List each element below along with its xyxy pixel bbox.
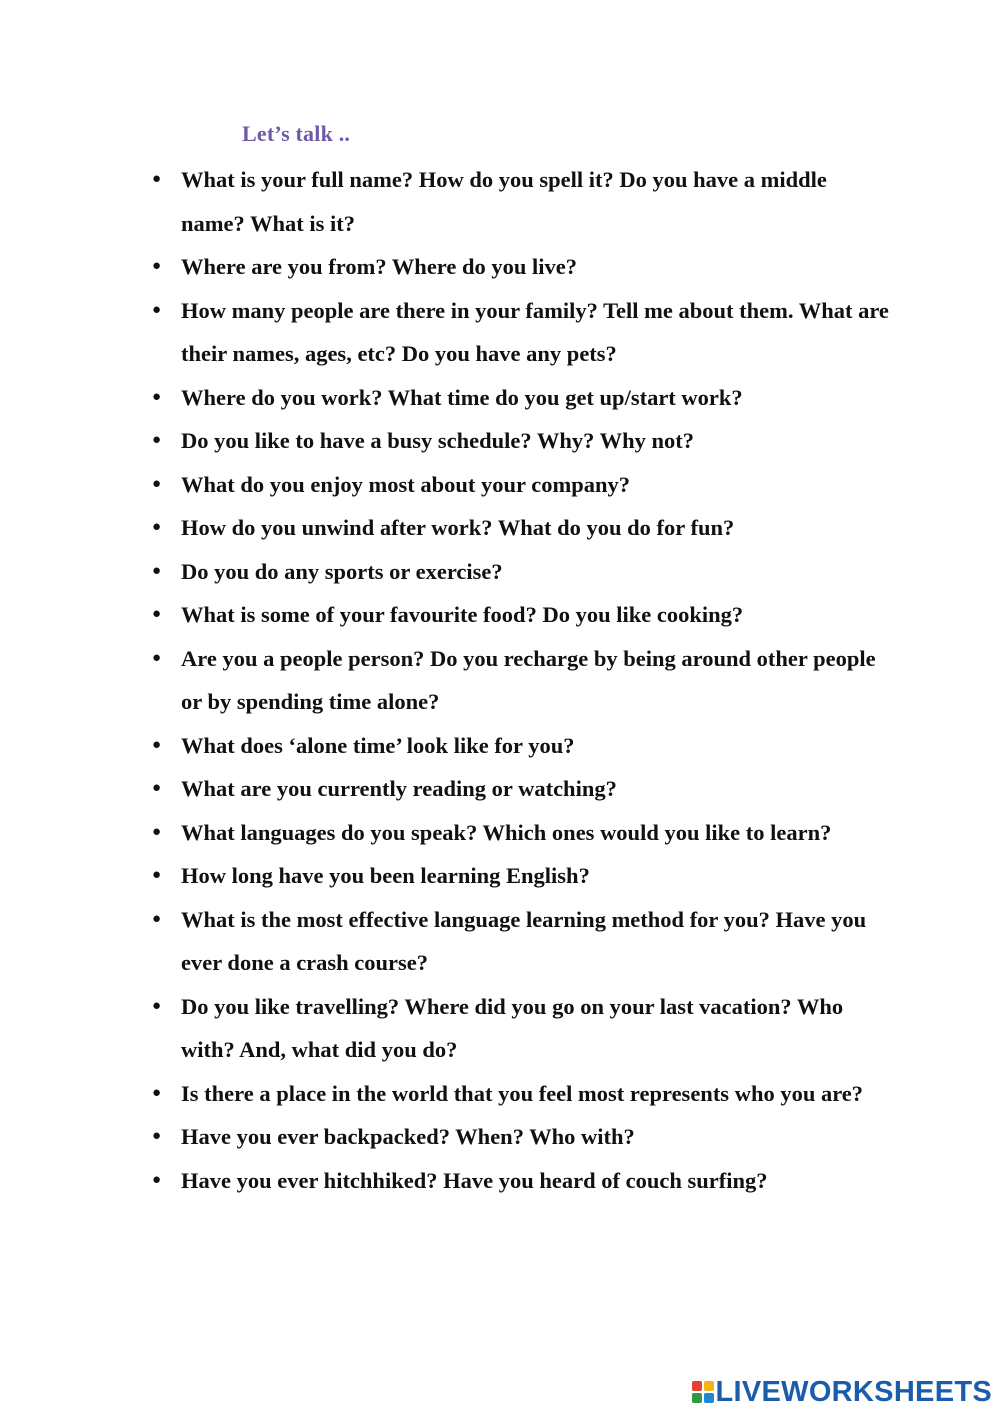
question-list xyxy=(150,158,890,1202)
question-text: Where are you from? Where do you live? xyxy=(181,254,578,279)
question-text: Is there a place in the world that you feel most represents who you are? xyxy=(181,1080,864,1106)
list-item xyxy=(150,767,890,811)
question-text: What is your full name? How do you spell it? Do you have a middle name? What is it? xyxy=(181,167,827,236)
watermark-text: LIVEWORKSHEETS xyxy=(715,1376,992,1408)
bullet-icon: ● xyxy=(152,649,162,666)
question-text: What do you enjoy most about your company? xyxy=(181,471,631,497)
bullet-icon: ● xyxy=(152,301,162,318)
list-item xyxy=(150,1115,890,1159)
liveworksheets-watermark[interactable] xyxy=(692,1377,993,1407)
bullet-icon: ● xyxy=(152,997,162,1014)
question-text: How do you unwind after work? What do you do for fun? xyxy=(181,515,735,540)
list-item xyxy=(150,1159,890,1203)
question-text: What does ‘alone time’ look like for you? xyxy=(181,732,575,758)
bullet-icon: ● xyxy=(152,258,162,274)
bullet-icon: ● xyxy=(152,562,162,579)
list-item xyxy=(150,593,890,637)
bullet-icon: ● xyxy=(152,736,162,753)
question-text: What languages do you speak? Which ones would you like to learn? xyxy=(181,819,832,845)
question-text: What is the most effective language learning method for you? Have you ever done a crash course? xyxy=(181,906,867,975)
bullet-icon: ● xyxy=(152,1171,162,1188)
page-title: Let’s talk .. xyxy=(242,121,351,146)
list-item xyxy=(150,1072,890,1116)
bullet-icon: ● xyxy=(152,910,162,927)
question-text: Do you like to have a busy schedule? Why? Why not? xyxy=(181,428,695,453)
list-item xyxy=(150,289,890,376)
question-text: What are you currently reading or watching? xyxy=(181,776,617,801)
question-text: Do you do any sports or exercise? xyxy=(181,558,503,584)
bullet-icon: ● xyxy=(152,519,162,535)
question-text: How long have you been learning English? xyxy=(181,863,590,888)
question-text: Are you a people person? Do you recharge by being around other people or by spending time alone? xyxy=(181,645,876,714)
bullet-icon: ● xyxy=(152,171,162,187)
question-text: Have you ever hitchhiked? Have you heard of couch surfing? xyxy=(181,1167,768,1193)
bullet-icon: ● xyxy=(152,867,162,883)
list-item xyxy=(150,158,890,245)
question-text: Have you ever backpacked? When? Who with? xyxy=(181,1124,635,1149)
list-item xyxy=(150,854,890,898)
list-item xyxy=(150,463,890,507)
question-text: What is some of your favourite food? Do you like cooking? xyxy=(181,602,744,627)
liveworksheets-logo-icon xyxy=(692,1381,714,1403)
list-item xyxy=(150,637,890,724)
bullet-icon: ● xyxy=(152,1128,162,1144)
bullet-icon: ● xyxy=(152,432,162,448)
list-item xyxy=(150,724,890,768)
question-text: Do you like travelling? Where did you go on your last vacation? Who with? And, what did you do? xyxy=(181,993,844,1062)
list-item xyxy=(150,811,890,855)
list-item xyxy=(150,506,890,550)
list-item xyxy=(150,985,890,1072)
question-text: How many people are there in your family? Tell me about them. What are their names, ages, etc? Do you have any pets? xyxy=(181,297,889,366)
list-item xyxy=(150,419,890,463)
bullet-icon: ● xyxy=(152,388,162,405)
list-item xyxy=(150,376,890,420)
bullet-icon: ● xyxy=(152,1084,162,1101)
list-item xyxy=(150,898,890,985)
list-item xyxy=(150,245,890,289)
bullet-icon: ● xyxy=(152,606,162,622)
bullet-icon: ● xyxy=(152,780,162,796)
question-text: Where do you work? What time do you get up/start work? xyxy=(181,384,743,410)
bullet-icon: ● xyxy=(152,823,162,840)
list-item xyxy=(150,550,890,594)
bullet-icon: ● xyxy=(152,475,162,492)
